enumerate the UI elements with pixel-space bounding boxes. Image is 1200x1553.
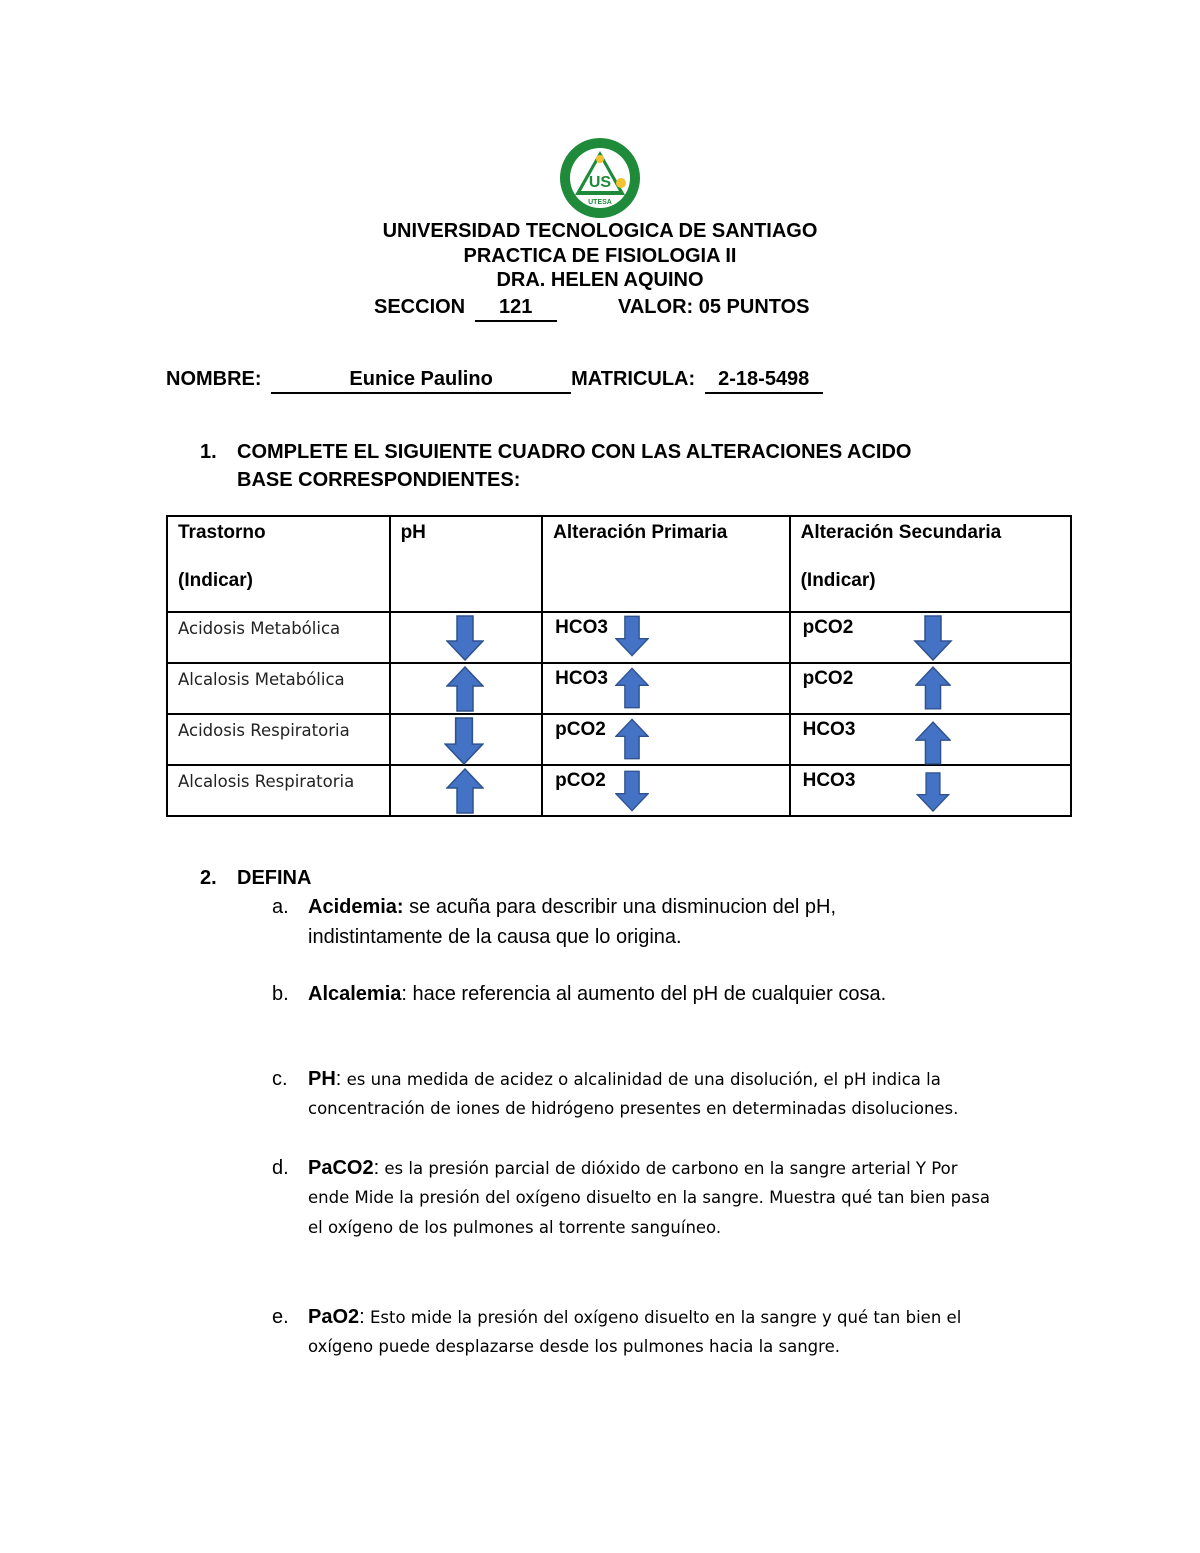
- q1-text-line1: COMPLETE EL SIGUIENTE CUADRO CON LAS ALTERACIONES ACIDO: [237, 441, 912, 463]
- up-arrow-icon: [915, 666, 951, 710]
- table-row: [167, 714, 1071, 765]
- down-arrow-icon: [446, 615, 484, 661]
- up-arrow-shape: [447, 667, 483, 711]
- def-letter: c.: [272, 1068, 288, 1090]
- row-disorder: Acidosis Metabólica: [178, 619, 341, 638]
- def-ph: PH: es una medida de acidez o alcalinidad de una disolución, el pH indica la: [308, 1068, 941, 1090]
- table-row: [167, 765, 1071, 816]
- table-row: [167, 663, 1071, 714]
- def-acidemia-line2: indistintamente de la causa que lo origina.: [308, 926, 682, 948]
- down-arrow-shape: [616, 771, 648, 810]
- university-logo: [555, 137, 645, 219]
- up-arrow-shape: [616, 719, 648, 758]
- up-arrow-icon: [615, 666, 649, 710]
- def-pao2-line2: oxígeno puede desplazarse desde los pulmones hacia la sangre.: [308, 1337, 840, 1356]
- ph-cell: [390, 663, 543, 714]
- row-secondary: pCO2: [802, 617, 854, 638]
- def-acidemia: Acidemia: se acuña para describir una disminucion del pH,: [308, 896, 837, 918]
- q1-number: 1.: [200, 441, 217, 463]
- def-pao2: PaO2: Esto mide la presión del oxígeno disuelto en la sangre y qué tan bien el: [308, 1306, 962, 1328]
- row-primary: HCO3: [555, 668, 608, 689]
- down-arrow-shape: [447, 616, 483, 660]
- down-arrow-icon: [913, 615, 953, 661]
- down-arrow-shape: [915, 616, 951, 660]
- row-primary: pCO2: [555, 770, 606, 791]
- section-value: 121: [475, 295, 557, 322]
- up-arrow-icon: [446, 768, 484, 814]
- acid-base-table: [166, 515, 1072, 817]
- ph-cell: [390, 612, 543, 663]
- def-letter: b.: [272, 983, 289, 1005]
- def-letter: d.: [272, 1157, 289, 1179]
- down-arrow-icon: [615, 770, 649, 812]
- def-term: PaCO2: [308, 1157, 374, 1179]
- name-value: Eunice Paulino: [271, 367, 571, 394]
- down-arrow-icon: [444, 717, 484, 765]
- id-label: MATRICULA:: [571, 368, 696, 390]
- def-alcalemia: Alcalemia: hace referencia al aumento del pH de cualquier cosa.: [308, 983, 887, 1005]
- logo-initials: US: [588, 174, 612, 191]
- section-label: SECCION: [374, 296, 466, 318]
- def-term: PaO2: [308, 1306, 360, 1328]
- value-label: VALOR: 05 PUNTOS: [618, 296, 810, 318]
- name-label: NOMBRE:: [166, 368, 262, 390]
- up-arrow-icon: [446, 666, 484, 712]
- row-primary: HCO3: [555, 617, 608, 638]
- course-title: PRACTICA DE FISIOLOGIA II: [463, 245, 737, 267]
- def-paco2: PaCO2: es la presión parcial de dióxido de carbono en la sangre arterial Y Por: [308, 1157, 958, 1179]
- down-arrow-shape: [445, 718, 483, 764]
- header-secondary: Alteración Secundaria (Indicar): [790, 516, 1071, 612]
- up-arrow-shape: [916, 722, 950, 764]
- def-term: Alcalemia: [308, 983, 402, 1005]
- up-arrow-icon: [915, 721, 951, 765]
- table-header-row: [167, 516, 1071, 612]
- down-arrow-icon: [915, 772, 951, 812]
- def-ph-line2: concentración de iones de hidrógeno presentes en determinadas disoluciones.: [308, 1099, 959, 1118]
- def-letter: e.: [272, 1306, 289, 1328]
- logo-text: UTESA: [588, 199, 612, 206]
- ph-cell: [390, 765, 543, 816]
- teacher-name: DRA. HELEN AQUINO: [496, 269, 704, 291]
- row-disorder: Acidosis Respiratoria: [178, 721, 350, 740]
- university-title: UNIVERSIDAD TECNOLOGICA DE SANTIAGO: [382, 220, 818, 242]
- def-paco2-line3: el oxígeno de los pulmones al torrente sanguíneo.: [308, 1218, 722, 1237]
- def-paco2-line2: ende Mide la presión del oxígeno disuelto en la sangre. Muestra qué tan bien pasa: [308, 1188, 990, 1207]
- row-primary: pCO2: [555, 719, 606, 740]
- down-arrow-icon: [615, 615, 649, 657]
- down-arrow-shape: [616, 616, 648, 655]
- up-arrow-shape: [447, 769, 483, 813]
- id-value: 2-18-5498: [705, 367, 823, 394]
- def-term: PH: [308, 1068, 336, 1090]
- q2-title: DEFINA: [237, 867, 312, 889]
- def-letter: a.: [272, 896, 289, 918]
- table-row: [167, 612, 1071, 663]
- up-arrow-icon: [615, 717, 649, 761]
- row-secondary: HCO3: [802, 770, 856, 791]
- q1-text-line2: BASE CORRESPONDIENTES:: [237, 469, 521, 491]
- down-arrow-shape: [917, 773, 948, 811]
- up-arrow-shape: [616, 668, 648, 707]
- row-secondary: pCO2: [802, 668, 854, 689]
- row-disorder: Alcalosis Respiratoria: [178, 772, 355, 791]
- up-arrow-shape: [916, 667, 950, 709]
- header-ph: pH: [390, 516, 543, 612]
- row-secondary: HCO3: [802, 719, 856, 740]
- section-line: [374, 295, 557, 322]
- q2-number: 2.: [200, 867, 217, 889]
- header-disorder: Trastorno (Indicar): [167, 516, 390, 612]
- row-disorder: Alcalosis Metabólica: [178, 670, 345, 689]
- header-primary: Alteración Primaria: [542, 516, 789, 612]
- student-line: [166, 367, 823, 394]
- ph-cell: [390, 714, 543, 765]
- def-term: Acidemia:: [308, 896, 404, 918]
